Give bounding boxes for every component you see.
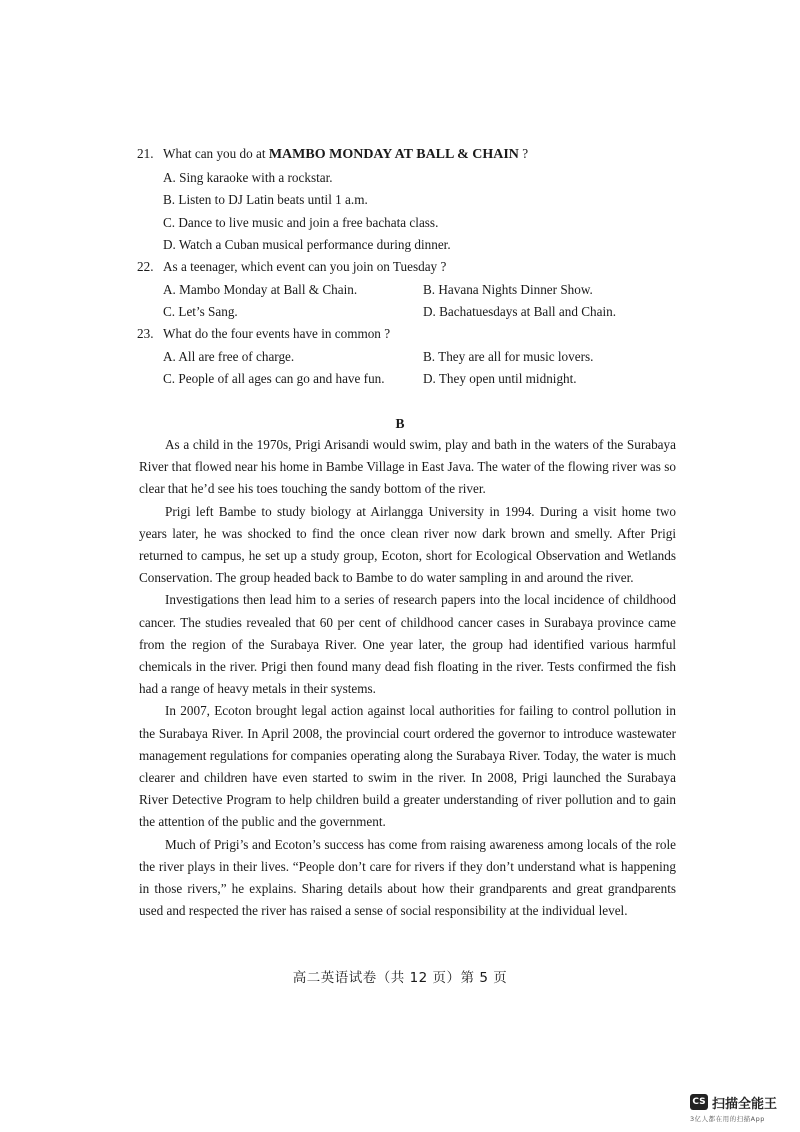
passage-paragraph: Prigi left Bambe to study biology at Airlangga University in 1994. During a visit home two years later, he was shocked to find the once clean river now dark brown and smelly. After Prigi returned to campus, he set up a study group, Ecoton, short for Ecological Observation and Wetlands Conservation. The group headed back to Bambe to do water sampling in and around the river. bbox=[139, 503, 676, 586]
passage-paragraph: As a child in the 1970s, Prigi Arisandi would swim, play and bath in the waters of the Surabaya River that flowed near his home in Bambe Village in East Java. The water of the flowing river was so clear that he’d see his toes touching the sandy bottom of the river. bbox=[139, 437, 676, 497]
option-d: D. Watch a Cuban musical performance during dinner. bbox=[163, 237, 451, 252]
question-23 bbox=[137, 323, 677, 391]
option-c: C. Dance to live music and join a free bachata class. bbox=[163, 214, 439, 230]
option-c: C. Let’s Sang. bbox=[163, 304, 238, 319]
scanner-tagline: 3亿人都在用的扫描App bbox=[690, 1115, 765, 1123]
question-number: 23. bbox=[137, 326, 154, 341]
question-22 bbox=[137, 256, 677, 324]
page-footer: 高二英语试卷（共 12 页）第 5 页 bbox=[292, 970, 508, 986]
options-row bbox=[137, 346, 677, 369]
question-text: As a teenager, which event can you join on Tuesday ? bbox=[163, 259, 447, 274]
option-b: B. Havana Nights Dinner Show. bbox=[423, 281, 593, 297]
question-text: What do the four events have in common ? bbox=[163, 326, 391, 341]
option-c: C. People of all ages can go and have fun. bbox=[163, 371, 385, 386]
option-d: D. Bachatuesdays at Ball and Chain. bbox=[423, 304, 617, 319]
options-row bbox=[137, 368, 677, 391]
option-b: B. They are all for music lovers. bbox=[423, 348, 594, 364]
option-a: A. Mambo Monday at Ball & Chain. bbox=[163, 281, 358, 297]
options-row bbox=[137, 301, 677, 324]
question-21 bbox=[137, 143, 677, 257]
options-row bbox=[137, 279, 677, 302]
scanner-watermark bbox=[690, 1094, 790, 1126]
section-title: B bbox=[395, 416, 405, 431]
question-stem bbox=[137, 143, 677, 167]
passage-paragraph: In 2007, Ecoton brought legal action against local authorities for failing to control pollution in the Surabaya River. In April 2008, the provincial court ordered the governor to introduce wastewater management regulations for companies operating along the Surabaya River. Today, the water is much clearer and children have even started to swim in the river. In 2008, Prigi launched the Surabaya River Detective Program to help children build a greater understanding of river pollution and to gain the attention of the public and the government. bbox=[139, 703, 676, 830]
scanner-logo-icon: CS bbox=[690, 1094, 708, 1110]
option-a: A. All are free of charge. bbox=[163, 348, 295, 364]
question-number: 22. bbox=[137, 259, 154, 274]
option-d: D. They open until midnight. bbox=[423, 371, 577, 386]
question-stem bbox=[137, 256, 677, 279]
option-b: B. Listen to DJ Latin beats until 1 a.m. bbox=[163, 192, 368, 207]
event-name: MAMBO MONDAY AT BALL & CHAIN bbox=[268, 147, 519, 162]
question-stem bbox=[137, 323, 677, 346]
passage-paragraph: Much of Prigi’s and Ecoton’s success has come from raising awareness among locals of the role the river plays in their lives. “People don’t care for rivers if they don’t understand what is happening in those rivers,” he explains. Sharing details about how their grandparents and great grandparents used and respected the river has raised a sense of social responsibility at the individual level. bbox=[139, 836, 676, 919]
scanner-name: 扫描全能王 bbox=[712, 1097, 778, 1112]
passage-paragraph: Investigations then lead him to a series of research papers into the local incidence of childhood cancer. The studies revealed that 60 per cent of childhood cancer cases in Surabaya province came from the region of the Surabaya River. One year later, the group had identified various harmful chemicals in the river. Prigi then found many dead fish floating in the river. Tests confirmed the fish had a range of heavy metals in their systems. bbox=[139, 592, 676, 697]
question-text: What can you do at MAMBO MONDAY AT BALL & CHAIN ? bbox=[163, 146, 529, 162]
question-number: 21. bbox=[137, 146, 154, 161]
option-a: A. Sing karaoke with a rockstar. bbox=[163, 169, 333, 185]
options-list bbox=[137, 167, 677, 257]
reading-passage bbox=[139, 434, 676, 922]
